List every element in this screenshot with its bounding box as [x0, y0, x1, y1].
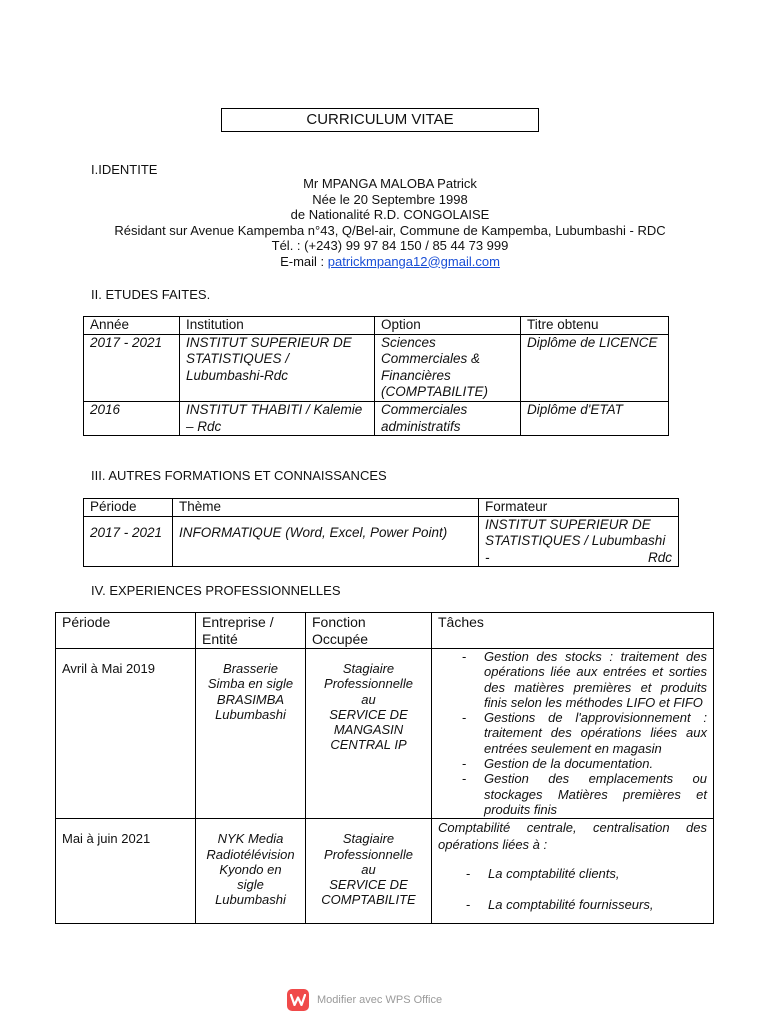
function-line: CENTRAL IP — [330, 737, 407, 753]
function-line: au — [361, 861, 376, 877]
wps-watermark-text: Modifier avec WPS Office — [317, 994, 443, 1006]
experience-tasks — [432, 649, 714, 819]
table-row — [56, 819, 714, 924]
experience-period: Avril à Mai 2019 — [56, 649, 196, 819]
study-year: 2016 — [84, 401, 180, 435]
identity-nationality: de Nationalité R.D. CONGOLAISE — [290, 207, 490, 222]
study-option: Commerciales administratifs — [375, 401, 521, 435]
task-list — [438, 865, 707, 913]
identity-name: Mr MPANGA MALOBA Patrick — [303, 176, 477, 191]
function-line: SERVICE DE — [329, 877, 408, 893]
list-item: - La comptabilité fournisseurs, — [488, 896, 707, 913]
column-header: Institution — [180, 317, 375, 335]
function-line: Stagiaire — [342, 661, 395, 676]
experience-function — [306, 819, 432, 924]
study-year: 2017 - 2021 — [84, 334, 180, 401]
email-link[interactable]: patrickmpanga12@gmail.com — [327, 253, 500, 269]
study-option: Sciences Commerciales & Financières (COMPTABILITE) — [375, 334, 521, 401]
column-header: Période — [56, 613, 196, 649]
company-line: Kyondo en — [219, 861, 282, 877]
company-line: Simba en sigle — [207, 676, 294, 692]
tasks-intro: Comptabilité centrale, centralisation des opérations liées à : — [438, 820, 707, 853]
column-header: Période — [84, 499, 173, 517]
identity-block — [60, 176, 720, 269]
experience-company — [196, 819, 306, 924]
studies-heading: II. ETUDES FAITES. — [91, 287, 211, 302]
list-item: - Gestion de la documentation. — [484, 756, 707, 771]
column-header: Thème — [173, 499, 479, 517]
study-institution: INSTITUT SUPERIEUR DE STATISTIQUES / Lubumbashi-Rdc — [180, 334, 375, 401]
column-header: Option — [375, 317, 521, 335]
study-institution: INSTITUT THABITI / Kalemie – Rdc — [180, 401, 375, 435]
company-line: Radiotélévision — [206, 846, 295, 862]
function-line: Professionnelle — [324, 846, 413, 862]
column-header: Tâches — [432, 613, 714, 649]
studies-header-row — [84, 317, 669, 335]
experience-function — [306, 649, 432, 819]
training-period: 2017 - 2021 — [84, 516, 173, 567]
function-line: MANGASIN — [333, 722, 404, 738]
column-header: Titre obtenu — [521, 317, 669, 335]
function-line: Professionnelle — [324, 676, 413, 692]
study-title: Diplôme de LICENCE — [521, 334, 669, 401]
trainings-header-row — [84, 499, 679, 517]
identity-phone: Tél. : (+243) 99 97 84 150 / 85 44 73 999 — [271, 238, 509, 253]
trainings-table — [83, 498, 679, 567]
function-line: Stagiaire — [342, 831, 395, 847]
training-theme: INFORMATIQUE (Word, Excel, Power Point) — [173, 516, 479, 567]
function-line: COMPTABILITE — [321, 892, 416, 908]
column-header: Fonction Occupée — [306, 613, 432, 649]
identity-address: Résidant sur Avenue Kampemba n°43, Q/Bel-air, Commune de Kampemba, Lubumbashi - RDC — [114, 222, 666, 238]
list-item: - Gestions de l'approvisionnement : traitement des opérations liées aux entrées seulement en magasin — [484, 710, 707, 756]
table-row — [56, 649, 714, 819]
training-trainer: INSTITUT SUPERIEUR DE STATISTIQUES / Lubumbashi - Rdc — [479, 516, 679, 567]
table-row — [84, 334, 669, 401]
function-line: SERVICE DE — [329, 706, 408, 722]
column-header: Entreprise / Entité — [196, 613, 306, 649]
trainings-heading: III. AUTRES FORMATIONS ET CONNAISSANCES — [91, 468, 387, 483]
list-item: - Gestion des stocks : traitement des opérations liée aux entrées et sorties des matières premières et produits finis selon les méthodes LIFO et FIFO — [484, 649, 707, 710]
study-title: Diplôme d'ETAT — [521, 401, 669, 435]
company-line: sigle — [237, 877, 264, 893]
identity-heading: I.IDENTITE — [91, 162, 158, 177]
list-item: - Gestion des emplacements ou stockages Matières premières et produits finis — [484, 771, 707, 817]
experience-heading: IV. EXPERIENCES PROFESSIONNELLES — [91, 583, 341, 598]
company-line: BRASIMBA — [216, 691, 285, 707]
experience-header-row — [56, 613, 714, 649]
table-row — [84, 516, 679, 567]
document-title: CURRICULUM VITAE — [221, 108, 539, 132]
studies-table — [83, 316, 669, 436]
company-line: Brasserie — [223, 661, 278, 676]
company-line: NYK Media — [217, 831, 284, 847]
task-list — [438, 649, 707, 817]
list-item: - La comptabilité clients, — [488, 865, 707, 882]
experience-company — [196, 649, 306, 819]
experience-tasks — [432, 819, 714, 924]
wps-office-icon — [287, 989, 309, 1011]
wps-edit-link[interactable] — [287, 988, 442, 1012]
identity-birth: Née le 20 Septembre 1998 — [312, 191, 468, 207]
column-header: Formateur — [479, 499, 679, 517]
identity-email-line — [60, 254, 720, 270]
function-line: au — [361, 691, 376, 707]
table-row — [84, 401, 669, 435]
experience-period: Mai à juin 2021 — [56, 819, 196, 924]
column-header: Année — [84, 317, 180, 335]
experience-table — [55, 612, 714, 924]
email-label: E-mail : — [280, 253, 328, 269]
company-line: Lubumbashi — [215, 892, 286, 908]
company-line: Lubumbashi — [215, 706, 286, 722]
